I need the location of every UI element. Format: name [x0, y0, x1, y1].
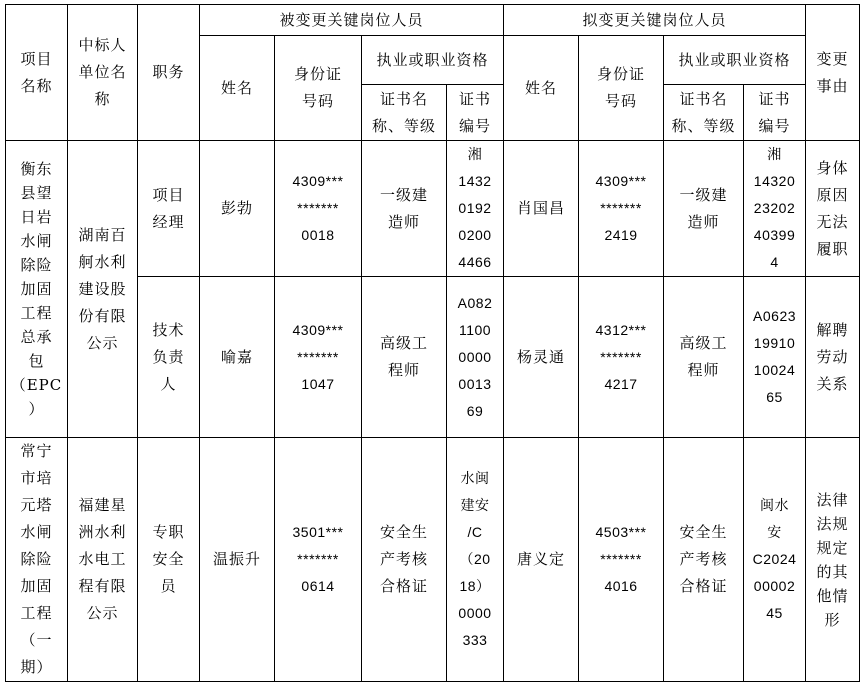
header-changed-personnel: 被变更关键岗位人员 — [200, 5, 504, 36]
new-cert-name: 高级工 程师 — [664, 277, 744, 438]
header-position: 职务 — [138, 5, 200, 141]
old-cert-name: 安全生 产考核 合格证 — [362, 438, 447, 682]
old-id-number: 4309*** ******* 0018 — [275, 141, 362, 277]
old-cert-number: 湘 1432 0192 0200 4466 — [447, 141, 504, 277]
header-new-id: 身份证 号码 — [579, 36, 664, 141]
new-name: 肖国昌 — [504, 141, 579, 277]
header-change-reason: 变更 事由 — [806, 5, 860, 141]
header-new-name: 姓名 — [504, 36, 579, 141]
change-reason: 法律 法规 规定 的其 他情 形 — [806, 438, 860, 682]
position: 技术 负责 人 — [138, 277, 200, 438]
new-cert-number: 湘 14320 23202 40399 4 — [744, 141, 806, 277]
winning-unit: 湖南百 舸水利 建设股 份有限 公示 — [68, 141, 138, 438]
new-cert-number: 闽水 安 C2024 00002 45 — [744, 438, 806, 682]
new-id-number: 4312*** ******* 4217 — [579, 277, 664, 438]
new-cert-number: A0623 19910 10024 65 — [744, 277, 806, 438]
position: 专职 安全 员 — [138, 438, 200, 682]
header-new-cert-name: 证书名 称、等级 — [664, 85, 744, 141]
old-id-number: 3501*** ******* 0614 — [275, 438, 362, 682]
old-name: 喻嘉 — [200, 277, 275, 438]
new-id-number: 4309*** ******* 2419 — [579, 141, 664, 277]
new-cert-name: 一级建 造师 — [664, 141, 744, 277]
old-id-number: 4309*** ******* 1047 — [275, 277, 362, 438]
header-new-cert-no: 证书 编号 — [744, 85, 806, 141]
winning-unit: 福建星 洲水利 水电工 程有限 公示 — [68, 438, 138, 682]
old-cert-number: A082 1100 0000 0013 69 — [447, 277, 504, 438]
header-proposed-personnel: 拟变更关键岗位人员 — [504, 5, 806, 36]
new-id-number: 4503*** ******* 4016 — [579, 438, 664, 682]
header-winning-unit: 中标人 单位名 称 — [68, 5, 138, 141]
change-reason: 身体 原因 无法 履职 — [806, 141, 860, 277]
personnel-change-table — [5, 4, 860, 682]
project-name: 衡东 县望 日岩 水闸 除险 加固 工程 总承 包 （EPC ） — [6, 141, 68, 438]
table-row — [6, 438, 860, 682]
old-cert-name: 一级建 造师 — [362, 141, 447, 277]
position: 项目 经理 — [138, 141, 200, 277]
header-old-qualification: 执业或职业资格 — [362, 36, 504, 85]
project-name: 常宁 市培 元塔 水闸 除险 加固 工程 （一 期） — [6, 438, 68, 682]
header-old-name: 姓名 — [200, 36, 275, 141]
header-new-qualification: 执业或职业资格 — [664, 36, 806, 85]
header-old-cert-name: 证书名 称、等级 — [362, 85, 447, 141]
header-old-cert-no: 证书 编号 — [447, 85, 504, 141]
header-old-id: 身份证 号码 — [275, 36, 362, 141]
old-name: 温振升 — [200, 438, 275, 682]
new-name: 唐义定 — [504, 438, 579, 682]
old-name: 彭勃 — [200, 141, 275, 277]
old-cert-name: 高级工 程师 — [362, 277, 447, 438]
new-name: 杨灵通 — [504, 277, 579, 438]
new-cert-name: 安全生 产考核 合格证 — [664, 438, 744, 682]
header-project-name: 项目 名称 — [6, 5, 68, 141]
old-cert-number: 水闽 建安 /C （20 18） 0000 333 — [447, 438, 504, 682]
change-reason: 解聘 劳动 关系 — [806, 277, 860, 438]
table-row — [6, 141, 860, 277]
